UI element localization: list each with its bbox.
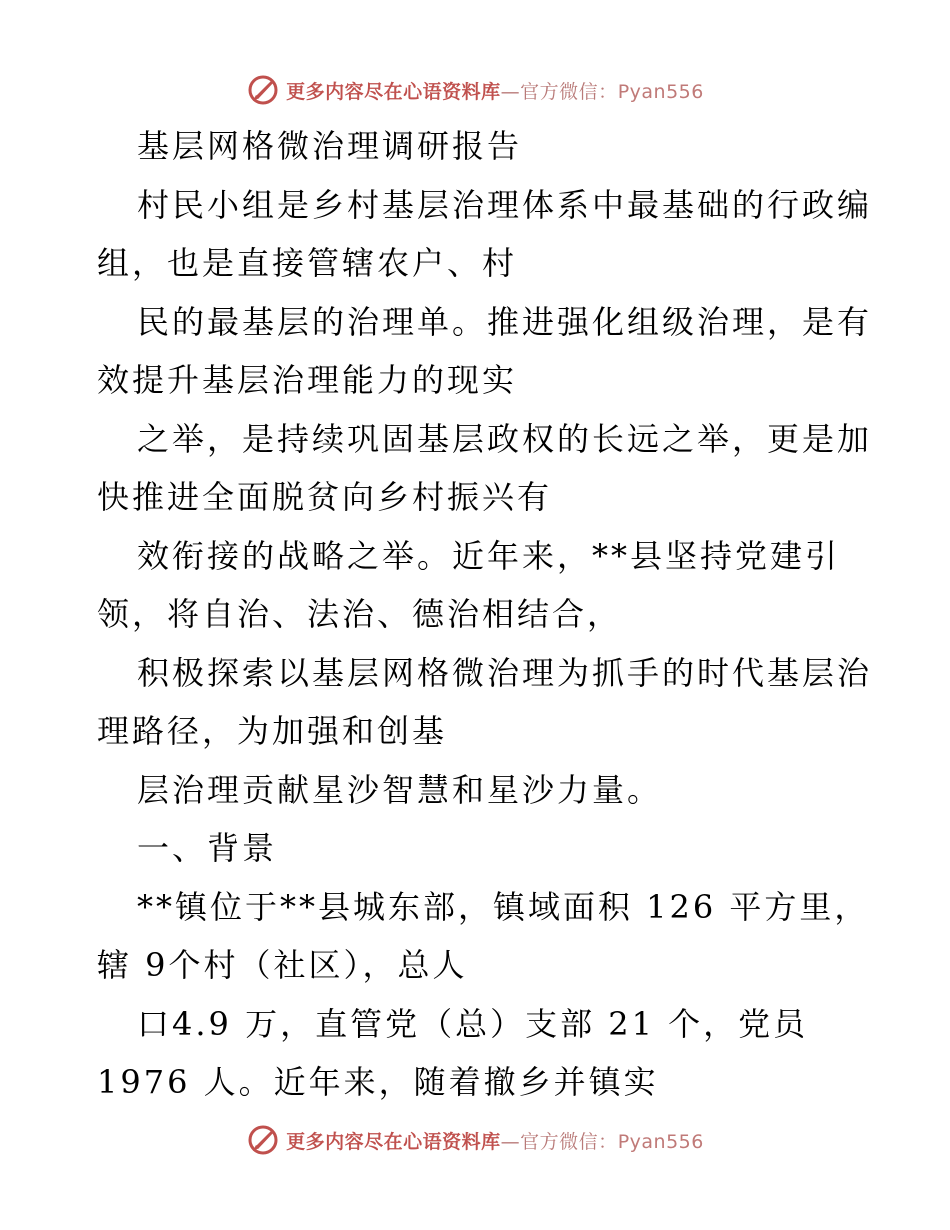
paragraph-line: 积极探索以基层网格微治理为抓手的时代基层治	[137, 653, 873, 692]
watermark-banner-top	[0, 70, 950, 110]
watermark-wechat-id: Pyan556	[617, 1130, 704, 1153]
document-title: 基层网格微治理调研报告	[137, 127, 523, 165]
paragraph-line: 1976 人。近年来，随着撤乡并镇实	[97, 1063, 659, 1101]
paragraph-line: 民的最基层的治理单。推进强化组级治理，是有	[137, 302, 873, 341]
watermark-wechat-label: 官方微信：	[520, 80, 618, 103]
paragraph-line: 组，也是直接管辖农户、村	[97, 244, 518, 282]
watermark-wechat-label: 官方微信：	[520, 1130, 618, 1153]
paragraph-line: **镇位于**县城东部，镇域面积 126 平方里，	[137, 887, 870, 926]
watermark-separator: —	[500, 1130, 521, 1153]
watermark-text	[286, 77, 704, 104]
watermark-wechat-id: Pyan556	[617, 80, 704, 103]
quill-circle-logo-icon	[246, 1123, 280, 1157]
watermark-separator: —	[500, 80, 521, 103]
paragraph-line: 效衔接的战略之举。近年来，**县坚持党建引	[137, 536, 841, 575]
watermark-site-text: 更多内容尽在心语资料库	[286, 1130, 501, 1153]
paragraph-line: 之举，是持续巩固基层政权的长远之举，更是加	[137, 419, 873, 458]
section-heading: 一、背景	[137, 829, 278, 867]
paragraph-line: 口4.9 万，直管党（总）支部 21 个，党员	[137, 1004, 809, 1043]
paragraph-line: 层治理贡献星沙智慧和星沙力量。	[137, 770, 663, 809]
watermark-site-text: 更多内容尽在心语资料库	[286, 80, 501, 103]
paragraph-line: 效提升基层治理能力的现实	[97, 361, 518, 399]
quill-circle-logo-icon	[246, 73, 280, 107]
paragraph-line: 村民小组是乡村基层治理体系中最基础的行政编	[137, 185, 873, 224]
watermark-banner-bottom	[0, 1120, 950, 1160]
paragraph-line: 快推进全面脱贫向乡村振兴有	[97, 478, 553, 516]
paragraph-line: 辖 9个村（社区），总人	[97, 946, 468, 984]
paragraph-line: 领，将自治、法治、德治相结合，	[97, 595, 623, 633]
paragraph-line: 理路径，为加强和创基	[97, 712, 448, 750]
watermark-text	[286, 1127, 704, 1154]
document-body	[97, 117, 873, 1112]
